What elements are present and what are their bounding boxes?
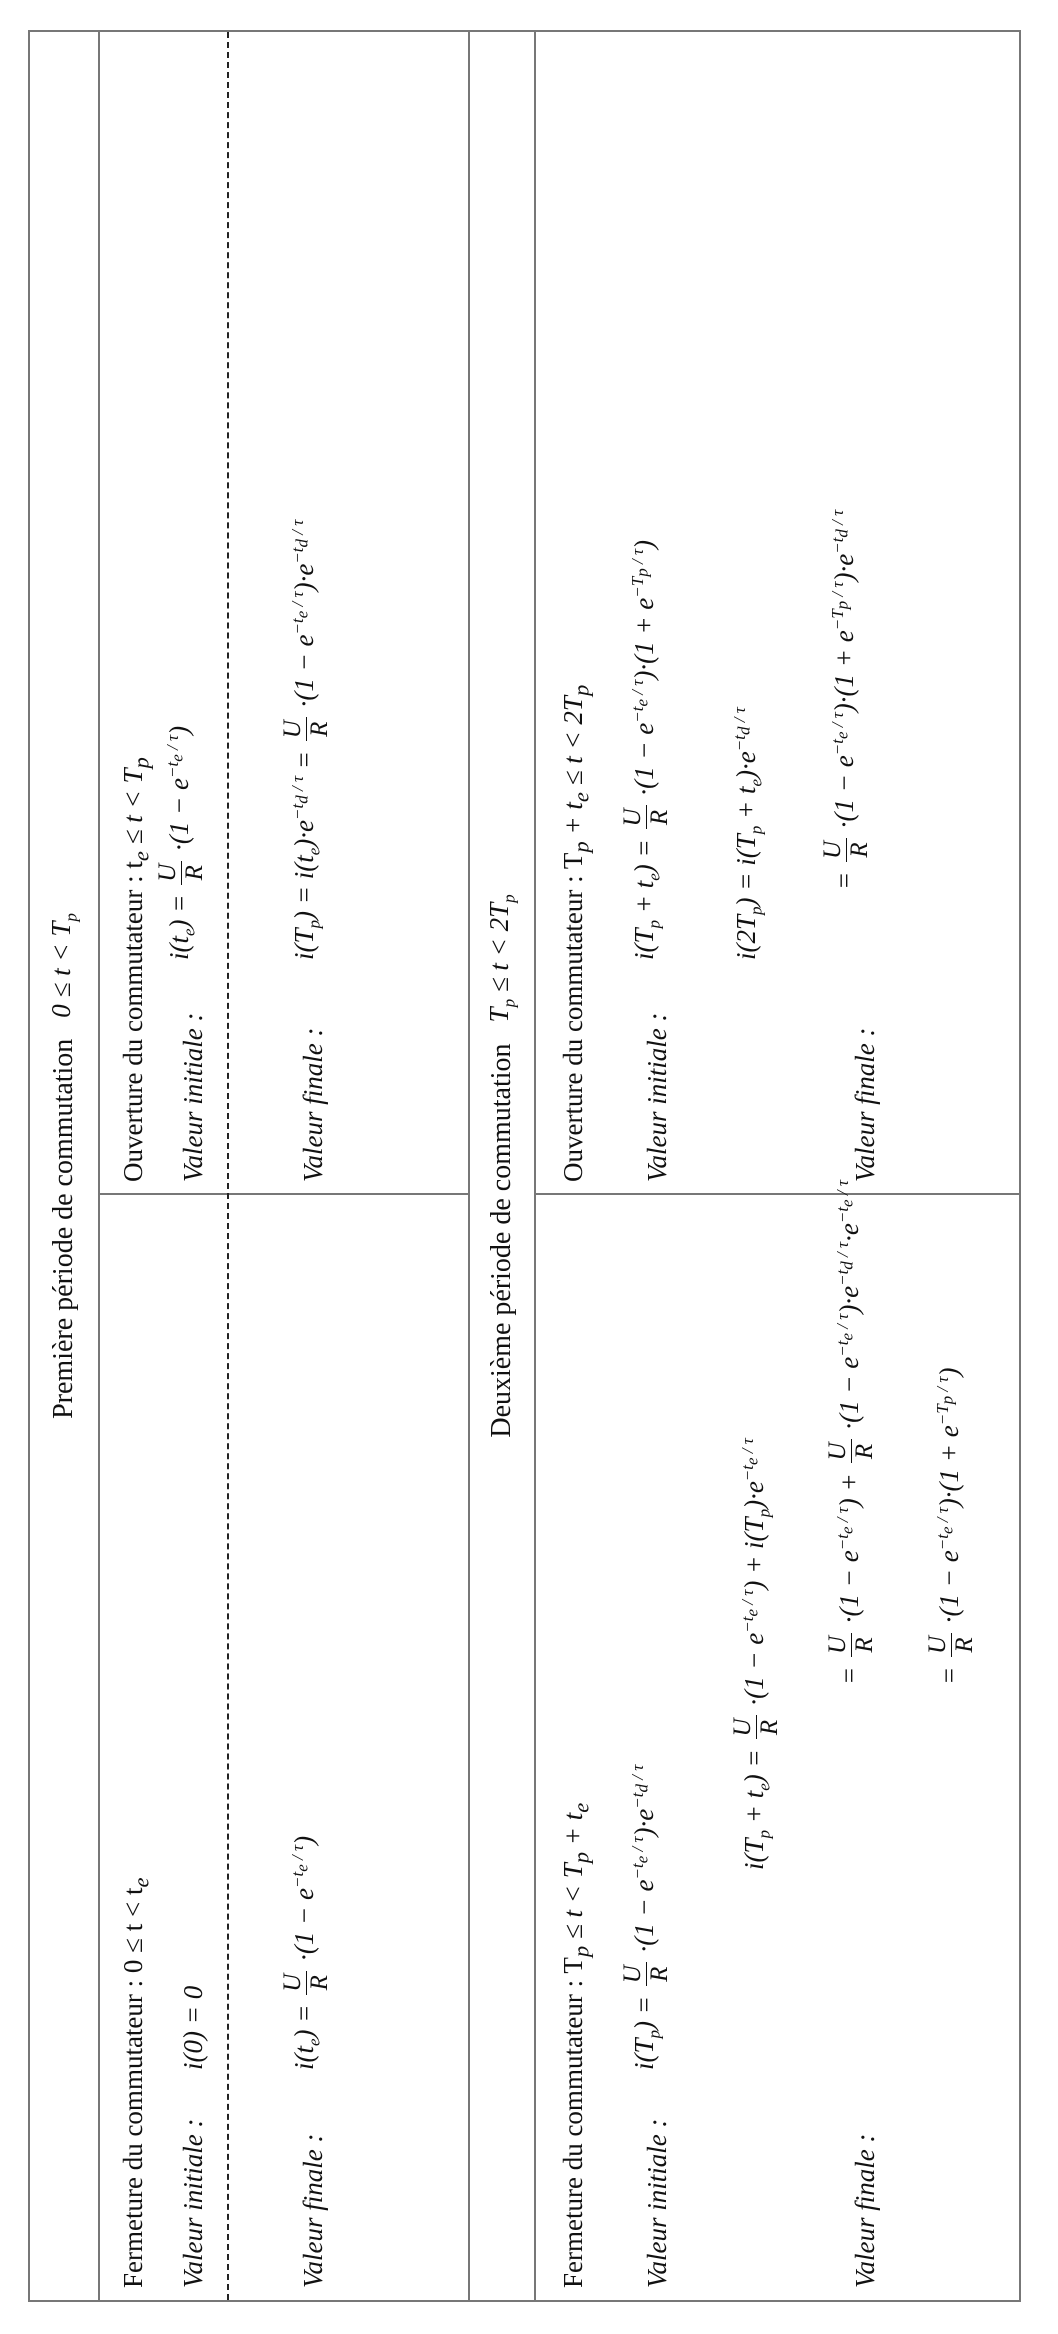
p1-open-final-eq: $i(T_p) = i(t_e)\cdot e^{-t_d / \tau}$ = U R $\cdot(1 - e^{-t_e / \tau})\cdot e^{-t_d / \tau}$ (279, 519, 334, 960)
fraction-u-over-r: U R (825, 1633, 879, 1657)
p2-close-final-eq-line1: $i(T_p + t_e)$ = U R $\cdot(1 - e^{-t_e / \tau}) + i(T_p)\cdot e^{-t_e / \tau}$ (729, 1438, 784, 1870)
p2-open-title: Ouverture du commutateur : $T_p + t_e \le t < 2T_p$ (558, 684, 594, 1182)
period1-header (30, 32, 98, 2300)
p2-close-title: Fermeture du commutateur : $T_p \le t < T_p + t_e$ (558, 1802, 594, 2288)
period1-range: $0 \le t < T_p$ (46, 913, 81, 1018)
period2-header (470, 32, 534, 2300)
p1-close-initial-eq: i(0) = 0 (178, 1985, 208, 2070)
fraction-u-over-r: U R (620, 1962, 674, 1986)
period2-header-divider (534, 32, 536, 2300)
fraction-u-over-r: U R (730, 1715, 784, 1739)
p2-open-final-eq-line1: $i(2T_p) = i(T_p + t_e)\cdot e^{-t_d / \tau}$ (730, 707, 766, 960)
period1-header-divider (98, 32, 100, 2300)
fraction-u-over-r: U R (280, 1971, 334, 1995)
p1-close-initial-label: Valeur initiale : (178, 2118, 208, 2288)
p1-open-initial-eq: $i(t_e)$ = U R $\cdot(1 - e^{-t_e / \tau})$ (154, 725, 209, 960)
period1-column-divider (98, 1193, 468, 1195)
p2-close-initial-eq: $i(T_p)$ = U R $\cdot(1 - e^{-t_e / \tau})\cdot e^{-t_d / \tau}$ (619, 1764, 674, 2070)
p2-open-final-label: Valeur finale : (850, 1027, 880, 1182)
fraction-u-over-r: U R (620, 805, 674, 829)
fraction-u-over-r: U R (155, 861, 209, 885)
period1-header-text: Première période de commutation (48, 1038, 79, 1419)
p2-close-final-eq-line2: = U R $\cdot(1 - e^{-t_e / \tau})$ + U R $\cdot(1 - e^{-t_e / \tau})\cdot e^{-t_d / \tau}\cdot e^{-t_e / \tau}$ (824, 1180, 879, 1685)
fraction-u-over-r: U R (925, 1633, 979, 1657)
p1-open-initial-label: Valeur initiale : (178, 1012, 208, 1182)
fraction-u-over-r: U R (825, 1439, 879, 1463)
period2-header-text: Deuxième période de commutation (486, 1043, 517, 1438)
p1-close-final-label: Valeur finale : (298, 2133, 328, 2288)
p2-close-final-eq-line3: = U R $\cdot(1 - e^{-t_e / \tau})\cdot(1 + e^{-T_p / \tau})$ (924, 1367, 979, 1685)
p2-open-final-eq-line2: = U R $\cdot(1 - e^{-t_e / \tau})\cdot(1 + e^{-T_p / \tau})\cdot e^{-t_d / \tau}$ (819, 509, 874, 890)
period2-range: $T_p \le t < 2T_p$ (484, 894, 519, 1023)
p2-open-initial-label: Valeur initiale : (642, 1012, 672, 1182)
p1-close-final-eq: $i(t_e)$ = U R $\cdot(1 - e^{-t_e / \tau})$ (279, 1835, 334, 2070)
period2-column-divider (534, 1193, 1021, 1195)
fraction-u-over-r: U R (820, 838, 874, 862)
commutation-table (28, 30, 1021, 2302)
p1-close-title: Fermeture du commutateur : $0 \le t < t_e$ (118, 1877, 154, 2288)
p1-open-title: Ouverture du commutateur : $t_e \le t < T_p$ (118, 757, 154, 1182)
p2-open-initial-eq: $i(T_p + t_e)$ = U R $\cdot(1 - e^{-t_e / \tau})\cdot(1 + e^{-T_p / \tau})$ (619, 539, 674, 960)
p2-close-final-label: Valeur finale : (850, 2133, 880, 2288)
fraction-u-over-r: U R (280, 717, 334, 741)
p1-open-final-label: Valeur finale : (298, 1027, 328, 1182)
period1-dashed-divider (227, 32, 229, 2300)
p2-close-initial-label: Valeur initiale : (642, 2118, 672, 2288)
